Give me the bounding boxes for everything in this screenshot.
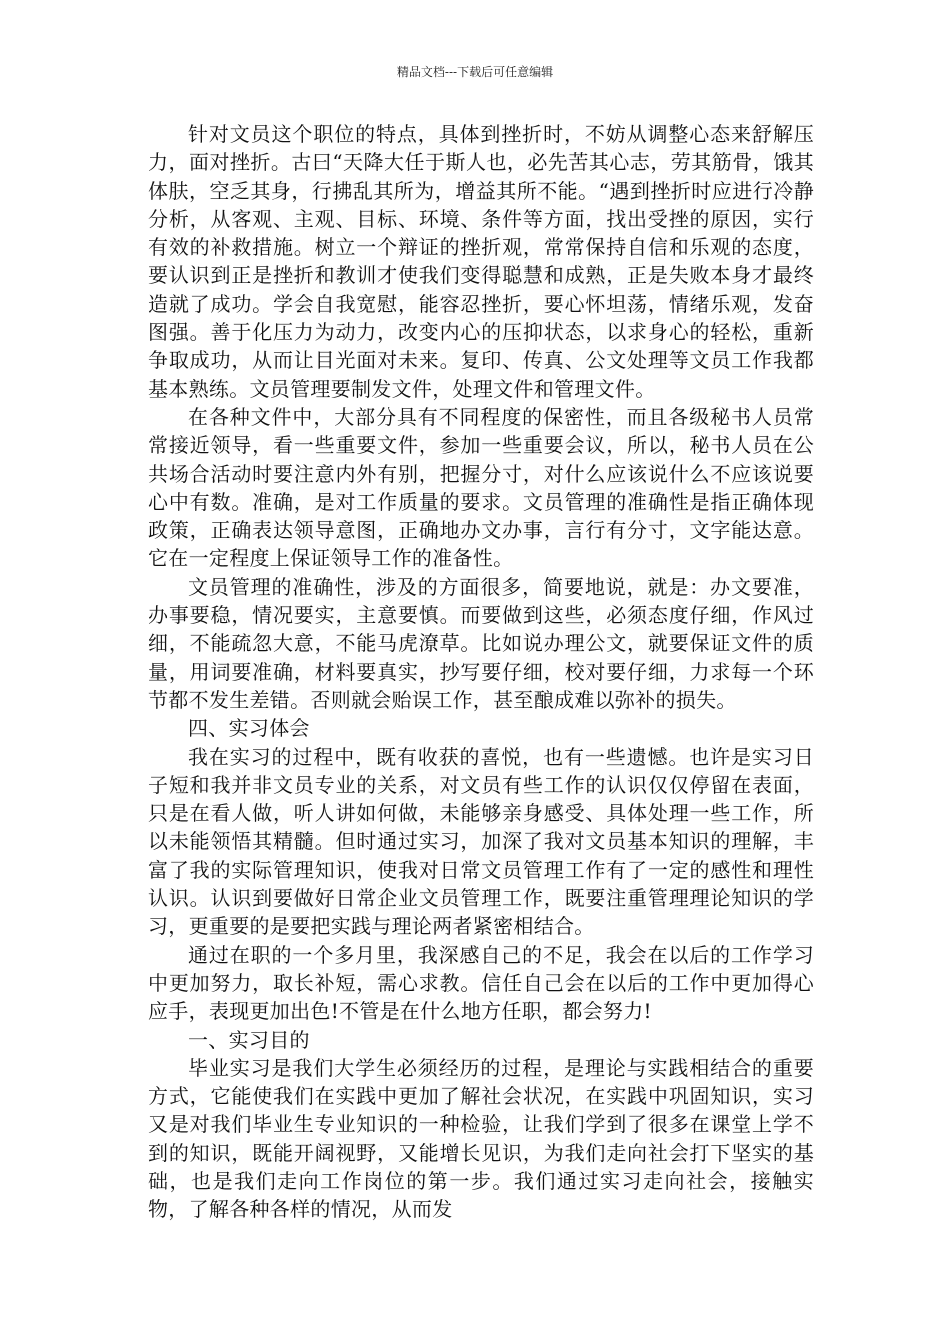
paragraph-internship-reflection: 我在实习的过程中，既有收获的喜悦，也有一些遗憾。也许是实习日子短和我并非文员专业的关系，对文员有些工作的认识仅仅停留在表面，只是在看人做，听人讲如何做，未能够亲身感受、具体处理一些工作，所以未能领悟其精髓。但时通过实习，加深了我对文员基本知识的理解，丰富了我的实际管理知识，使我对日常文员管理工作有了一定的感性和理性认识。认识到要做好日常企业文员管理工作，既要注重管理理论知识的学习，更重要的是要把实践与理论两者紧密相结合。: [148, 744, 814, 939]
paragraph-accuracy: 文员管理的准确性，涉及的方面很多，简要地说，就是：办文要准，办事要稳，情况要实，主意要慎。而要做到这些，必须态度仔细，作风过细，不能疏忽大意，不能马虎潦草。比如说办理公文，就要保证文件的质量，用词要准确，材料要真实，抄写要仔细，校对要仔细，力求每一个环节都不发生差错。否则就会贻误工作，甚至酿成难以弥补的损失。: [148, 574, 814, 712]
paragraph-self-assessment: 通过在职的一个多月里，我深感自己的不足，我会在以后的工作学习中更加努力，取长补短，需心求教。信任自己会在以后的工作中更加得心应手，表现更加出色!不管是在什么地方任职，都会努力!: [148, 942, 814, 1024]
paragraph-confidentiality: 在各种文件中，大部分具有不同程度的保密性，而且各级秘书人员常常接近领导，看一些重要文件，参加一些重要会议，所以，秘书人员在公共场合活动时要注意内外有别，把握分寸，对什么应该说什么不应该说要心中有数。准确，是对工作质量的要求。文员管理的准确性是指正确体现政策，正确表达领导意图，正确地办文办事，言行有分寸，文字能达意。它在一定程度上保证领导工作的准备性。: [148, 404, 814, 571]
page-header: 精品文档---下载后可任意编辑: [396, 65, 554, 79]
section-heading-internship-experience: 四、实习体会: [188, 716, 310, 741]
paragraph-frustration: 针对文员这个职位的特点，具体到挫折时，不妨从调整心态来舒解压力，面对挫折。古曰“天降大任于斯人也，必先苦其心志，劳其筋骨，饿其体肤，空乏其身，行拂乱其所为，增益其所不能。“遇到挫折时应进行冷静分析，从客观、主观、目标、环境、条件等方面，找出受挫的原因，实行有效的补救措施。树立一个辩证的挫折观，常常保持自信和乐观的态度，要认识到正是挫折和教训才使我们变得聪慧和成熟，正是失败本身才最终造就了成功。学会自我宽慰，能容忍挫折，要心怀坦荡，情绪乐观，发奋图强。善于化压力为动力，改变内心的压抑状态，以求身心的轻松，重新争取成功，从而让目光面对未来。复印、传真、公文处理等文员工作我都基本熟练。文员管理要制发文件，处理文件和管理文件。: [148, 122, 814, 401]
section-heading-internship-purpose: 一、实习目的: [188, 1027, 310, 1052]
paragraph-internship-purpose: 毕业实习是我们大学生必须经历的过程，是理论与实践相结合的重要方式，它能使我们在实践中更加了解社会状况，在实践中巩固知识，实习又是对我们毕业生专业知识的一种检验，让我们学到了很多在课堂上学不到的知识，既能开阔视野，又能增长见识，为我们走向社会打下坚实的基础，也是我们走向工作岗位的第一步。我们通过实习走向社会，接触实物，了解各种各样的情况，从而发: [148, 1055, 814, 1222]
document-body: [148, 120, 814, 1224]
